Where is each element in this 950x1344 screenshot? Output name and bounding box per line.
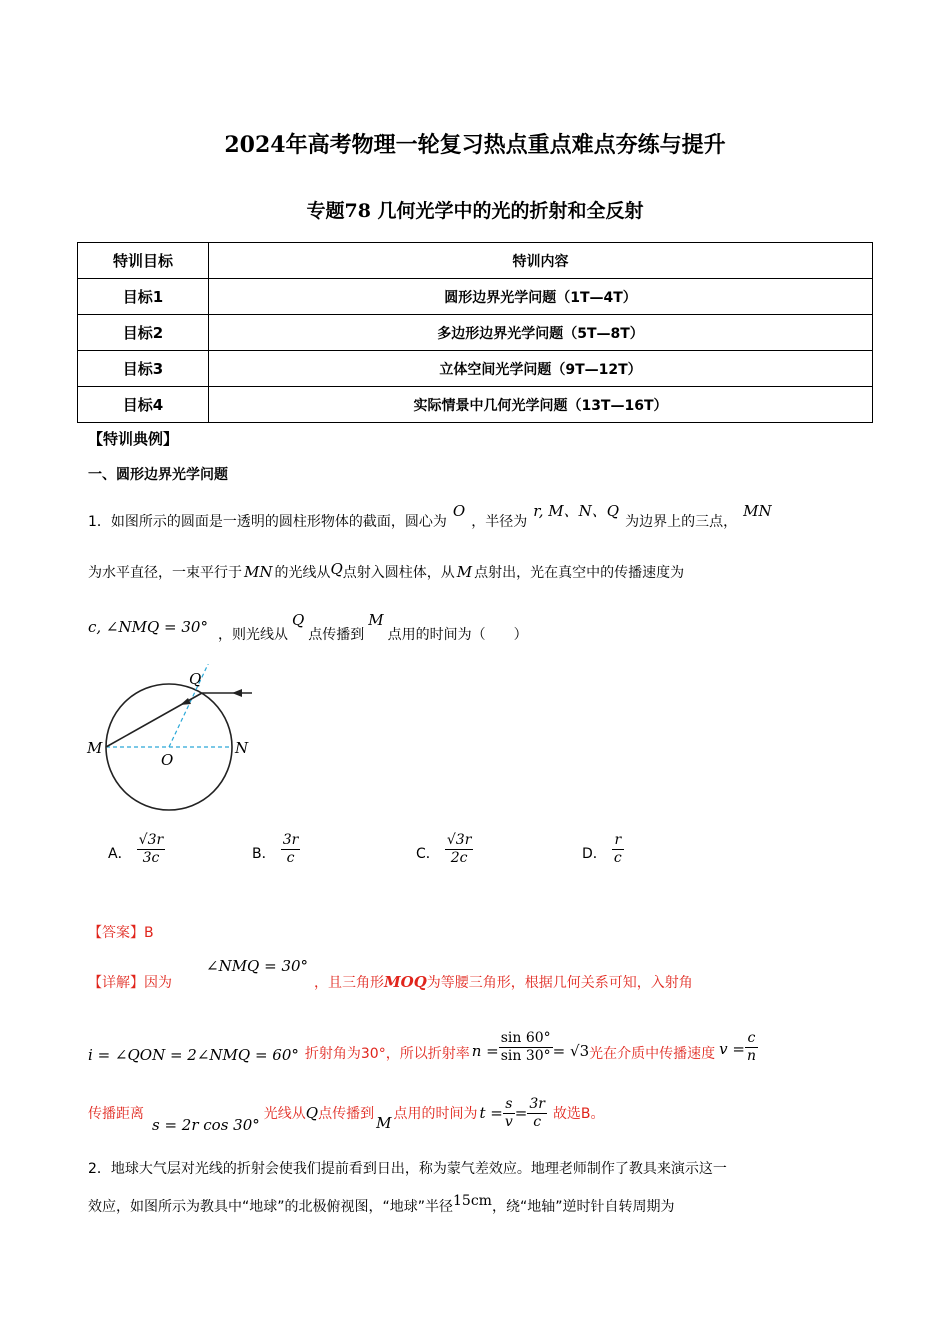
answer-value: B <box>144 925 154 941</box>
fraction-numerator: 3r <box>282 832 299 848</box>
fraction-denominator: sin 30° <box>500 1048 551 1064</box>
fraction-denominator: c <box>286 850 295 866</box>
detail-n-value: = √3 <box>552 1042 590 1060</box>
table-header-cell: 特训内容 <box>209 243 873 279</box>
detail-text: 故选B。 <box>552 1106 605 1122</box>
option-label: B． <box>252 846 276 862</box>
option-fraction <box>137 832 166 867</box>
q2-radius-value: 15cm <box>453 1193 492 1209</box>
option-D <box>582 832 624 871</box>
answer-label: 【答案】 <box>88 925 144 941</box>
table-row <box>78 315 873 351</box>
q1-text: 点用的时间为（ ） <box>387 627 528 643</box>
answer-line <box>88 922 154 942</box>
fraction-denominator: c <box>613 850 622 866</box>
option-label: A． <box>108 846 132 862</box>
table-row <box>78 279 873 315</box>
detail-symbol-Q: Q <box>305 1104 319 1122</box>
table-cell: 目标3 <box>78 351 209 387</box>
option-B <box>252 832 300 871</box>
detail-text: 光在介质中传播速度 <box>589 1046 716 1062</box>
fraction-denominator: 2c <box>450 850 468 866</box>
q1-text: 点传播到 <box>308 627 365 643</box>
detail-text: 为等腰三角形，根据几何关系可知，入射角 <box>426 975 693 991</box>
q1-symbol-O: O <box>452 502 466 520</box>
detail-incidence-expr: i = ∠QON = 2∠NMQ = 60° <box>88 1046 299 1064</box>
detail-line1 <box>88 957 693 992</box>
page-subtitle: 专题78 几何光学中的光的折射和全反射 <box>306 200 644 222</box>
option-label: D． <box>582 846 607 862</box>
detail-symbol-M: M <box>376 1114 392 1132</box>
table-cell: 立体空间光学问题（9T—12T） <box>209 351 873 387</box>
q1-symbol-Q: Q <box>606 502 620 520</box>
page-title: 2024年高考物理一轮复习热点重点难点夯练与提升 <box>224 132 726 158</box>
fraction-numerator: √3r <box>138 832 164 848</box>
fraction-numerator: r <box>612 832 624 850</box>
table-row <box>78 351 873 387</box>
targets-table <box>77 242 873 423</box>
q1-symbol-Q: Q <box>291 611 305 629</box>
fraction-denominator: 3c <box>142 850 160 866</box>
label-O: O <box>161 751 174 769</box>
table-cell: 目标1 <box>78 279 209 315</box>
q1-symbol-r-M: r, M <box>533 502 564 520</box>
q1-text: 1．如图所示的圆面是一透明的圆柱形物体的截面，圆心为 <box>88 514 447 530</box>
q1-figure <box>84 664 264 814</box>
q2-text: ，绕“地轴”逆时针自转周期为 <box>491 1199 675 1215</box>
label-M: M <box>87 739 103 757</box>
q1-symbol-MN: MN <box>743 502 772 520</box>
q1-text: ，半径为 <box>471 514 528 530</box>
q1-symbol-M: M <box>456 563 473 581</box>
table-cell: 实际情景中几何光学问题（13T—16T） <box>209 387 873 423</box>
section-example-heading: 【特训典例】 <box>88 430 179 448</box>
detail-angle-expr: ∠NMQ = 30° <box>206 957 309 975</box>
detail-t-label: t = <box>479 1104 503 1122</box>
q2-line2 <box>88 1193 675 1216</box>
option-A <box>108 832 165 871</box>
detail-t2-fraction <box>527 1096 547 1131</box>
table-cell: 多边形边界光学问题（5T—8T） <box>209 315 873 351</box>
q1-given-angle: c, ∠NMQ = 30° <box>88 618 208 636</box>
table-header-cell: 特训目标 <box>78 243 209 279</box>
q2-text: 效应，如图所示为教具中“地球”的北极俯视图，“地球”半径 <box>88 1199 454 1215</box>
q1-symbol-MN: MN <box>244 563 273 581</box>
fraction-denominator: n <box>746 1048 756 1064</box>
q1-line2 <box>88 562 684 582</box>
fraction-numerator: s <box>503 1096 515 1114</box>
table-row <box>78 387 873 423</box>
fraction-numerator: c <box>745 1030 758 1048</box>
q1-symbol-Q: Q <box>330 560 343 578</box>
table-cell: 圆形边界光学问题（1T—4T） <box>209 279 873 315</box>
q1-text: 点射入圆柱体，从 <box>342 565 455 581</box>
q2-line1: 2．地球大气层对光线的折射会使我们提前看到日出，称为蒙气差效应。地理老师制作了教具来演示这一 <box>88 1161 727 1177</box>
table-header-row <box>78 243 873 279</box>
q1-symbol-N: 、N、 <box>563 502 607 520</box>
q1-text: 为边界上的三点， <box>625 514 738 530</box>
fraction-numerator: √3r <box>446 832 472 848</box>
option-fraction <box>445 832 474 867</box>
detail-v-fraction <box>745 1030 758 1065</box>
fraction-numerator: sin 60° <box>500 1030 551 1046</box>
detail-label: 【详解】 <box>88 975 144 991</box>
fraction-denominator: v <box>504 1114 513 1130</box>
detail-n-fraction <box>499 1030 553 1065</box>
table-cell: 目标2 <box>78 315 209 351</box>
detail-equals: = <box>514 1104 528 1122</box>
detail-line3 <box>88 1096 605 1134</box>
label-N: N <box>235 739 249 757</box>
fraction-numerator: 3r <box>529 1096 545 1112</box>
arrow-icon <box>232 689 242 697</box>
table-cell: 目标4 <box>78 387 209 423</box>
q1-text: 的光线从 <box>274 565 331 581</box>
section-1-heading: 一、圆形边界光学问题 <box>88 467 228 483</box>
detail-t-fraction <box>503 1096 515 1131</box>
detail-triangle-MOQ: MOQ <box>384 973 427 991</box>
detail-text: 点传播到 <box>318 1106 375 1122</box>
option-fraction <box>281 832 301 867</box>
detail-distance-expr: s = 2r cos 30° <box>152 1116 260 1134</box>
q1-symbol-M: M <box>368 611 384 629</box>
detail-n-label: n = <box>471 1042 499 1060</box>
q1-text: ，则光线从 <box>217 627 288 643</box>
q1-text: 点射出，光在真空中的传播速度为 <box>474 565 685 581</box>
detail-text: 因为 <box>144 975 172 991</box>
option-fraction <box>612 832 624 867</box>
detail-text: 传播距离 <box>88 1106 144 1122</box>
option-C <box>416 832 473 871</box>
label-Q: Q <box>189 670 202 688</box>
fraction-denominator: c <box>533 1114 542 1130</box>
detail-text: ，且三角形 <box>314 975 385 991</box>
detail-text: 光线从 <box>263 1106 306 1122</box>
q1-line1 <box>88 502 772 531</box>
arrow-icon <box>180 698 191 705</box>
q1-text: 为水平直径，一束平行于 <box>88 565 242 581</box>
detail-text: 点用的时间为 <box>393 1106 478 1122</box>
detail-text: 折射角为30°，所以折射率 <box>304 1046 470 1062</box>
detail-line2 <box>88 1030 758 1065</box>
option-label: C． <box>416 846 440 862</box>
q1-line3 <box>88 611 528 644</box>
detail-v-label: v = <box>719 1040 745 1058</box>
